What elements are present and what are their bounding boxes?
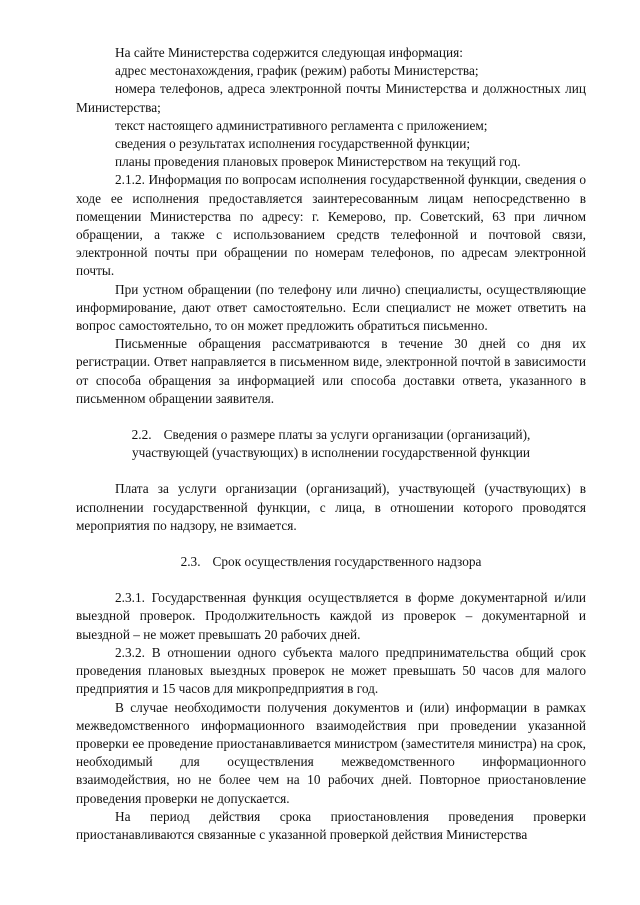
section-heading-2-2 [76,426,586,462]
paragraph: текст настоящего административного регламента с приложением; [115,117,488,133]
paragraph: На сайте Министерства содержится следующая информация: [115,45,463,60]
paragraph: Письменные обращения рассматриваются в течение 30 дней со дня их регистрации. Ответ направляется в письменном виде, электронной почтой в зависимости от способа обращения за информацией или способа доставки ответа, указанного в письменном обращении заявителя. [76,336,586,406]
paragraph: адрес местонахождения, график (режим) работы Министерства; [115,63,479,79]
paragraph: планы проведения плановых проверок Министерством на текущий год. [115,154,521,170]
paragraph: 2.3.2. В отношении одного субъекта малого предпринимательства общий срок проведения плановых выездных проверок не может превышать 50 часов для малого предприятия и 15 часов для микропредприятия в год. [76,644,586,697]
paragraph: 2.1.2. Информация по вопросам исполнения государственной функции, сведения о ходе ее исполнения предоставляется заинтересованным лицам непосредственно в помещении Министерства по адресу: г. Кемерово, пр. Советский, 63 при личном обращении, а также с использованием средств телефонной и почтовой связи, электронной почты при обращении по номерам телефонов, по адресам электронной почты. [76,172,586,279]
paragraph: 2.3.1. Государственная функция осуществляется в форме документарной и/или выездной проверок. Продолжительность каждой из проверок – документарной и выездной – не может превышать 20 рабочих дней. [76,590,586,642]
paragraph: номера телефонов, адреса электронной почты Министерства и должностных лиц Министерства; [76,81,586,115]
paragraph: При устном обращении (по телефону или лично) специалисты, осуществляющие информирование, дают ответ самостоятельно. Если специалист не может ответить на вопрос самостоятельно, то он может предложить обратиться письменно. [76,281,586,334]
paragraph: В случае необходимости получения документов и (или) информации в рамках межведомственного информационного взаимодействия при проведении указанной проверки ее проведение приостанавливается министром (заместителя министра) на срок, необходимый для осуществления межведомственного информационного взаимодействия, но не более чем на 10 рабочих дней. Повторное приостановление проведения проверки не допускается. [76,699,586,806]
section-title: Сведения о размере платы за услуги организации (организаций), участвующей (участвующих) в исполнении государственной функции [132,427,531,461]
document-page [76,44,586,844]
paragraph: Плата за услуги организации (организаций), участвующей (участвующих) в исполнении государственной функции, с лица, в отношении которого проводятся мероприятия по надзору, не взимается. [76,481,586,533]
section-title: Срок осуществления государственного надзора [212,554,482,570]
paragraph: На период действия срока приостановления проведения проверки приостанавливаются связанные с указанной проверкой действия Министерства [76,808,586,842]
paragraph: сведения о результатах исполнения государственной функции; [115,136,471,152]
section-heading-2-3 [76,553,586,571]
section-number: 2.3. [180,554,201,570]
section-number: 2.2. [131,427,152,443]
